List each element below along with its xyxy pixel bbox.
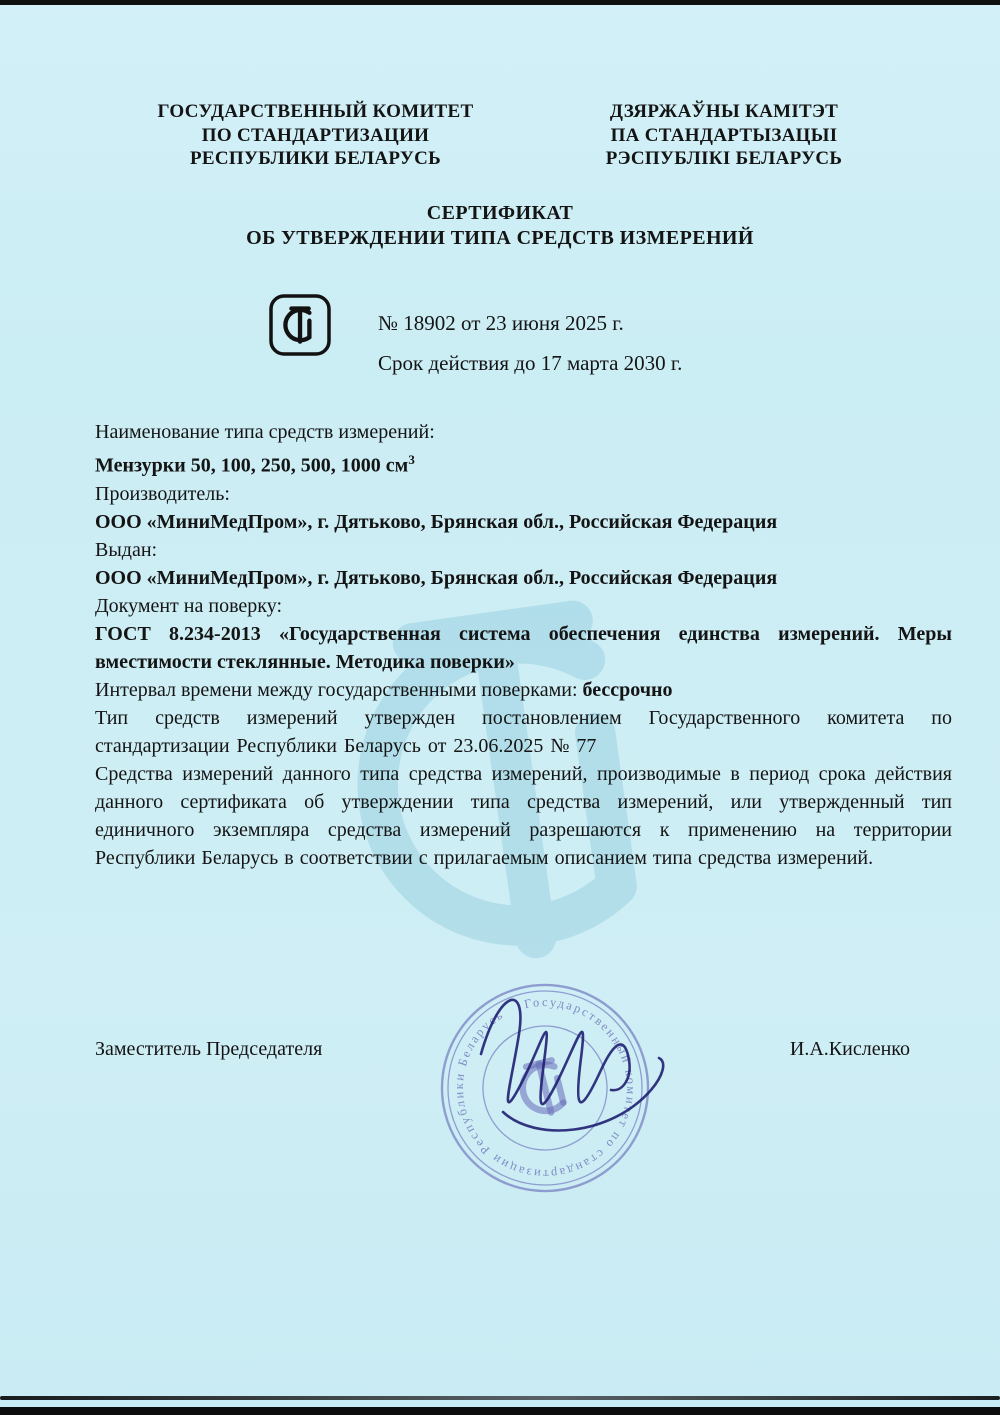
stamp-ring-text: Государственный комитет по стандартизации Республики Беларусь xyxy=(451,994,639,1182)
org-left-line1: ГОСУДАРСТВЕННЫЙ КОМИТЕТ xyxy=(157,101,474,122)
type-name-label: Наименование типа средств измерений: xyxy=(95,421,435,443)
approval-paragraph: Тип средств измерений утвержден постановлением Государственного комитета по стандартизации Республики Беларусь от 23.06.2025 № 77 xyxy=(95,706,952,757)
gosstandart-logo-icon xyxy=(268,293,332,357)
org-left-line2: ПО СТАНДАРТИЗАЦИИ xyxy=(201,124,430,146)
certificate-validity: Срок действия до 17 марта 2030 г. xyxy=(378,351,683,375)
signer-position: Заместитель Председателя xyxy=(95,1038,323,1060)
org-right-line3: РЭСПУБЛІКІ БЕЛАРУСЬ xyxy=(605,148,843,169)
verification-interval-line xyxy=(95,676,952,704)
verification-doc-value: ГОСТ 8.234-2013 «Государственная система обеспечения единства измерений. Меры вместимости стеклянные. Методика поверки» xyxy=(95,622,952,673)
certificate-header-block xyxy=(268,293,682,383)
certificate-content xyxy=(95,418,952,872)
certificate-number: № 18902 от 23 июня 2025 г. xyxy=(378,311,624,335)
org-name-belarusian xyxy=(590,100,858,171)
verification-doc-label: Документ на поверку: xyxy=(95,594,283,617)
document-title xyxy=(0,201,1000,251)
scan-edge-top xyxy=(0,0,1000,5)
issued-to-label: Выдан: xyxy=(95,538,158,561)
org-left-line3: РЕСПУБЛИКИ БЕЛАРУСЬ xyxy=(190,148,441,169)
issued-to-value: ООО «МиниМедПром», г. Дятьково, Брянская обл., Российская Федерация xyxy=(95,566,778,589)
application-paragraph: Средства измерений данного типа средства измерений, производимые в период срока действия данного сертификата об утверждении типа средства измерений, или утвержденный тип единичного экземпляра средства измерений разрешаются к применению на территории Республики Беларусь в соответствии с прилагаемым описанием типа средства измерений. xyxy=(95,762,952,869)
scan-edge-bottom xyxy=(0,1407,1000,1415)
org-right-line1: ДЗЯРЖАЎНЫ КАМІТЭТ xyxy=(609,101,839,122)
interval-label: Интервал времени между государственными поверками: xyxy=(95,678,578,701)
title-line1: СЕРТИФИКАТ xyxy=(426,202,574,224)
interval-value: бессрочно xyxy=(582,678,673,701)
manufacturer-label: Производитель: xyxy=(95,482,230,505)
signer-name: И.А.Кисленко xyxy=(789,1038,910,1060)
type-name-superscript: 3 xyxy=(408,452,415,467)
signature-strokes xyxy=(481,1000,663,1131)
type-name-value xyxy=(95,446,952,480)
official-stamp xyxy=(415,962,755,1222)
title-line2: ОБ УТВЕРЖДЕНИИ ТИПА СРЕДСТВ ИЗМЕРЕНИЙ xyxy=(246,227,754,249)
manufacturer-value: ООО «МиниМедПром», г. Дятьково, Брянская обл., Российская Федерация xyxy=(95,510,778,533)
org-right-line2: ПА СТАНДАРТЫЗАЦЫІ xyxy=(610,124,838,146)
type-name-text: Мензурки 50, 100, 250, 500, 1000 см xyxy=(95,454,409,477)
org-name-russian xyxy=(148,100,483,171)
scan-fold-line xyxy=(0,1396,1000,1400)
certificate-number-block xyxy=(378,293,682,383)
